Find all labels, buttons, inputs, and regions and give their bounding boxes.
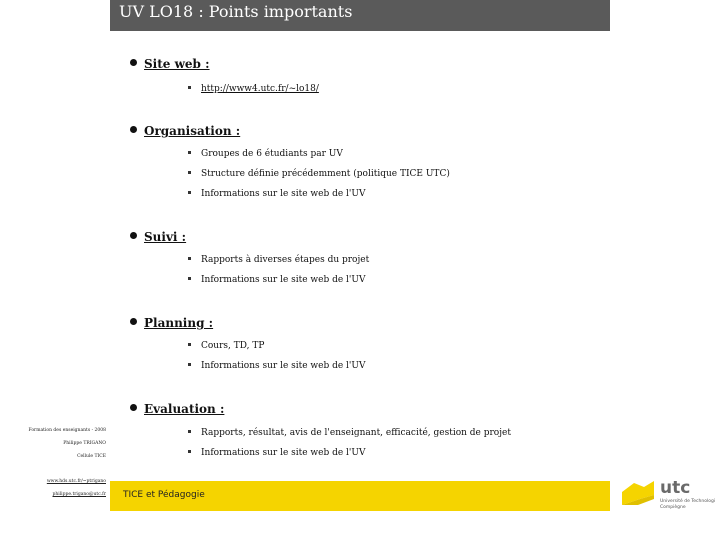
item-text: Informations sur le site web de l'UV bbox=[201, 448, 366, 458]
bullet-icon bbox=[130, 232, 137, 239]
square-bullet-icon bbox=[188, 86, 191, 89]
side-info-line: Formation des enseignants - 2008 bbox=[28, 428, 106, 433]
side-info-author: Philippe TRIGANO bbox=[63, 441, 106, 446]
logo-brand-text: utc bbox=[660, 478, 691, 498]
utc-logo-graphic bbox=[620, 470, 715, 515]
square-bullet-icon bbox=[188, 191, 191, 194]
item-text: Rapports, résultat, avis de l'enseignant, efficacité, gestion de projet bbox=[201, 428, 511, 438]
list-item bbox=[188, 361, 365, 371]
section-planning bbox=[130, 316, 213, 330]
list-item bbox=[188, 149, 343, 159]
footer-bar bbox=[110, 481, 610, 511]
item-text: Informations sur le site web de l'UV bbox=[201, 275, 366, 285]
section-label: Planning : bbox=[144, 316, 214, 330]
side-info-line: Cellule TICE bbox=[77, 454, 106, 459]
utc-logo-icon bbox=[620, 470, 715, 515]
list-item bbox=[188, 428, 511, 438]
item-text: Informations sur le site web de l'UV bbox=[201, 189, 366, 199]
square-bullet-icon bbox=[188, 277, 191, 280]
item-text: Rapports à diverses étapes du projet bbox=[201, 255, 370, 265]
slide-title: UV LO18 : Points importants bbox=[119, 2, 353, 21]
section-suivi bbox=[130, 230, 186, 244]
section-site-web bbox=[130, 57, 210, 71]
list-item bbox=[188, 448, 365, 458]
bullet-icon bbox=[130, 59, 137, 66]
square-bullet-icon bbox=[188, 450, 191, 453]
square-bullet-icon bbox=[188, 257, 191, 260]
section-evaluation bbox=[130, 402, 224, 416]
list-item bbox=[188, 255, 369, 265]
site-web-link[interactable]: http://www4.utc.fr/~lo18/ bbox=[201, 84, 319, 94]
section-label: Evaluation : bbox=[144, 402, 225, 416]
item-text: Groupes de 6 étudiants par UV bbox=[201, 149, 343, 159]
side-info-email-link[interactable]: philippe.trigano@utc.fr bbox=[52, 492, 106, 497]
list-item[interactable] bbox=[188, 84, 319, 94]
list-item bbox=[188, 275, 365, 285]
bullet-icon bbox=[130, 318, 137, 325]
title-bar bbox=[110, 0, 610, 31]
logo-subtitle-line1: Université de Technologie bbox=[660, 499, 715, 504]
square-bullet-icon bbox=[188, 151, 191, 154]
square-bullet-icon bbox=[188, 343, 191, 346]
bullet-icon bbox=[130, 404, 137, 411]
section-label: Site web : bbox=[144, 57, 210, 71]
list-item bbox=[188, 169, 450, 179]
item-text: Cours, TD, TP bbox=[201, 341, 265, 351]
section-label: Organisation : bbox=[144, 124, 241, 138]
list-item bbox=[188, 341, 264, 351]
section-organisation bbox=[130, 124, 240, 138]
side-info-homepage-link[interactable]: www.hds.utc.fr/~ptrigano bbox=[46, 479, 106, 484]
square-bullet-icon bbox=[188, 363, 191, 366]
section-label: Suivi : bbox=[144, 230, 187, 244]
item-text: Structure définie précédemment (politique TICE UTC) bbox=[201, 169, 450, 179]
footer-text: TICE et Pédagogie bbox=[123, 490, 205, 500]
bullet-icon bbox=[130, 126, 137, 133]
square-bullet-icon bbox=[188, 430, 191, 433]
list-item bbox=[188, 189, 365, 199]
square-bullet-icon bbox=[188, 171, 191, 174]
logo-subtitle-line2: Compiègne bbox=[660, 505, 686, 510]
item-text: Informations sur le site web de l'UV bbox=[201, 361, 366, 371]
